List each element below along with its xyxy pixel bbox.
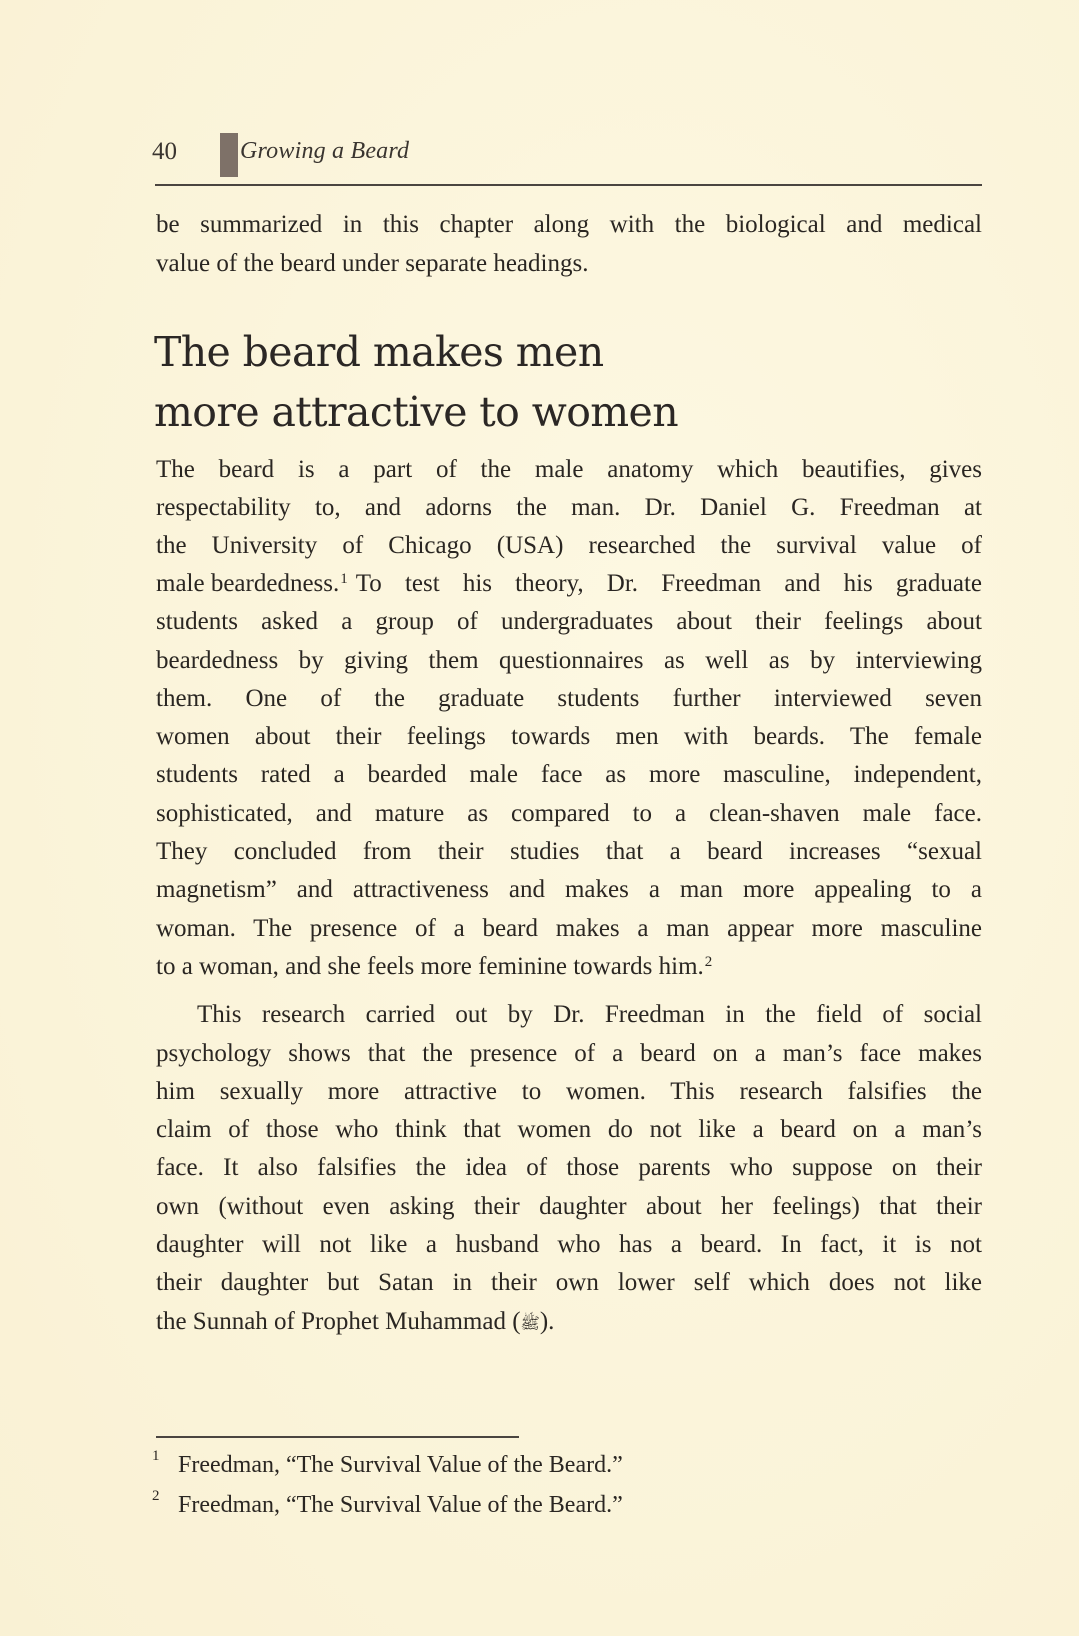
footnote-rule	[156, 1436, 519, 1438]
footnote-text: Freedman, “The Survival Value of the Beard.”	[178, 1492, 623, 1518]
text-line: their daughter but Satan in their own lower self which does not like	[156, 1269, 982, 1296]
running-head-bar	[220, 133, 238, 177]
text-line	[156, 1307, 982, 1338]
line-text: ).	[539, 1308, 555, 1335]
text-line: students asked a group of undergraduates about their feelings about	[156, 608, 982, 635]
footnote-number: 1	[152, 1448, 160, 1464]
heading-line: more attractive to women	[154, 388, 679, 436]
footnote-ref-2: 2	[704, 954, 713, 970]
text-line: the University of Chicago (USA) researched the survival value of	[156, 532, 982, 559]
line-text: to a woman, and she feels more feminine towards him.	[156, 953, 704, 980]
line-text: male beardedness.	[156, 570, 340, 597]
text-line: him sexually more attractive to women. This research falsifies the	[156, 1078, 982, 1105]
text-line: own (without even asking their daughter about her feelings) that their	[156, 1193, 982, 1220]
text-line: woman. The presence of a beard makes a man appear more masculine	[156, 915, 982, 942]
honorific-glyph-icon: ﷺ	[520, 1313, 540, 1333]
footnote-text: Freedman, “The Survival Value of the Beard.”	[178, 1452, 623, 1478]
text-line	[156, 569, 982, 599]
text-line: They concluded from their studies that a beard increases “sexual	[156, 838, 982, 865]
footnote-ref-1: 1	[340, 571, 348, 587]
text-line: beardedness by giving them questionnaires as well as by interviewing	[156, 647, 982, 674]
footnote-2	[152, 1488, 623, 1519]
text-line: daughter will not like a husband who has a beard. In fact, it is not	[156, 1231, 982, 1258]
page-number: 40	[152, 138, 177, 165]
text-line: claim of those who think that women do not like a beard on a man’s	[156, 1116, 982, 1143]
line-part: To test his theory, Dr. Freedman and his graduate	[355, 570, 982, 597]
text-line: respectability to, and adorns the man. Dr. Daniel G. Freedman at	[156, 494, 982, 521]
text-line: value of the beard under separate headings.	[156, 250, 589, 277]
text-line: be summarized in this chapter along with the biological and medical	[156, 211, 982, 238]
header-rule	[155, 184, 982, 186]
text-line: students rated a bearded male face as more masculine, independent,	[156, 761, 982, 788]
text-line: sophisticated, and mature as compared to a clean-shaven male face.	[156, 800, 982, 827]
text-line: face. It also falsifies the idea of those parents who suppose on their	[156, 1154, 982, 1181]
line-part	[156, 569, 348, 599]
heading-line: The beard makes men	[154, 328, 604, 376]
text-line: This research carried out by Dr. Freedman in the field of social	[197, 1001, 982, 1028]
text-line	[156, 952, 982, 982]
text-line: psychology shows that the presence of a beard on a man’s face makes	[156, 1040, 982, 1067]
line-text: the Sunnah of Prophet Muhammad (	[156, 1308, 521, 1335]
text-line: them. One of the graduate students further interviewed seven	[156, 685, 982, 712]
text-line: women about their feelings towards men with beards. The female	[156, 723, 982, 750]
book-title: Growing a Beard	[240, 138, 410, 164]
text-line: The beard is a part of the male anatomy which beautifies, gives	[156, 456, 982, 483]
footnote-number: 2	[152, 1488, 160, 1504]
text-line: magnetism” and attractiveness and makes a man more appealing to a	[156, 876, 982, 903]
footnote-1	[152, 1448, 623, 1479]
